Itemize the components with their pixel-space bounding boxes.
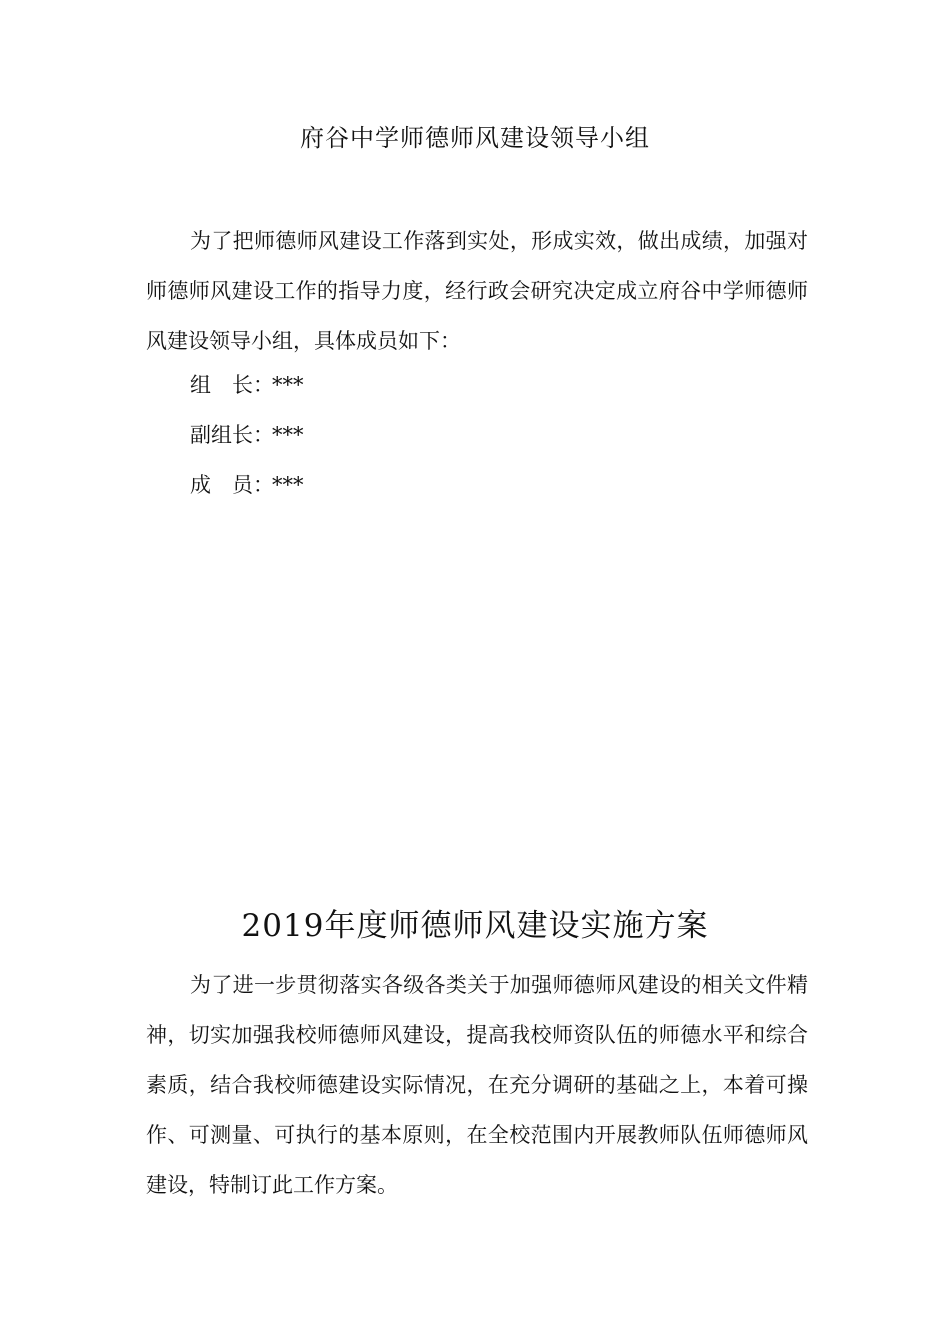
member-row-leader xyxy=(190,360,590,410)
member-label: 组 长： xyxy=(190,373,274,397)
implementation-plan-title: 2019年度师德师风建设实施方案 xyxy=(241,908,709,944)
member-row-deputy-leader xyxy=(190,410,590,460)
member-list xyxy=(190,360,590,510)
leadership-group-paragraph: 为了把师德师风建设工作落到实处，形成实效，做出成绩，加强对师德师风建设工作的指导力度，经行政会研究决定成立府谷中学师德师风建设领导小组，具体成员如下： xyxy=(146,229,808,353)
implementation-plan-paragraph: 为了进一步贯彻落实各级各类关于加强师德师风建设的相关文件精神，切实加强我校师德师风建设，提高我校师资队伍的师德水平和综合素质，结合我校师德建设实际情况，在充分调研的基础之上，本着可操作、可测量、可执行的基本原则，在全校范围内开展教师队伍师德师风建设，特制订此工作方案。 xyxy=(146,973,808,1197)
leadership-group-title: 府谷中学师德师风建设领导小组 xyxy=(300,124,650,152)
member-label: 成 员： xyxy=(190,473,274,497)
member-value: *** xyxy=(272,423,304,447)
member-label: 副组长： xyxy=(190,423,274,447)
member-value: *** xyxy=(272,373,304,397)
member-value: *** xyxy=(272,473,304,497)
member-row-members xyxy=(190,460,590,510)
